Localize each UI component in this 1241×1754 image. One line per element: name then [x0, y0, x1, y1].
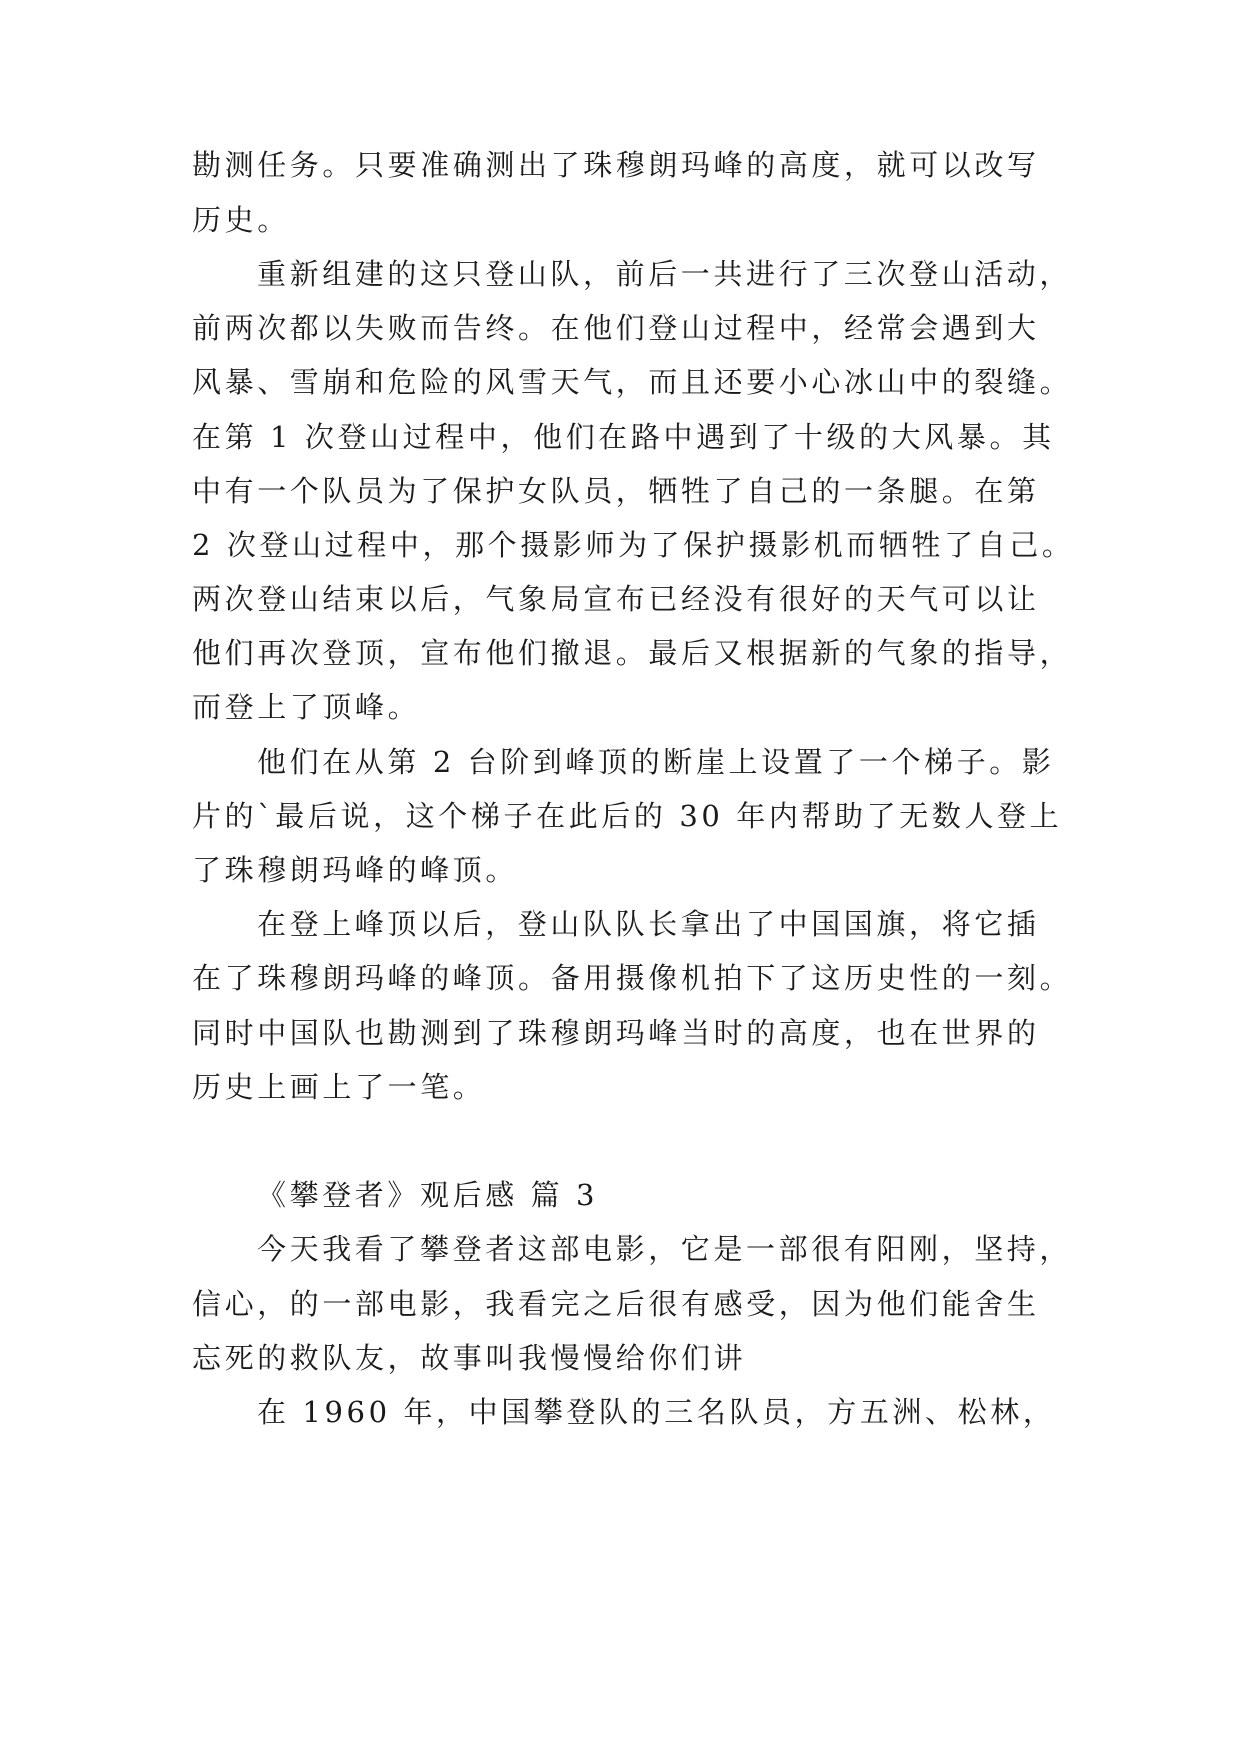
text-line: 重新组建的这只登山队，前后一共进行了三次登山活动，	[257, 257, 1073, 291]
text-line: 风暴、雪崩和危险的风雪天气，而且还要小心冰山中的裂缝。	[192, 365, 1073, 399]
text-line: 在了珠穆朗玛峰的峰顶。备用摄像机拍下了这历史性的一刻。	[192, 961, 1073, 995]
text-line: 在 1960 年，中国攀登队的三名队员，方五洲、松林，	[257, 1395, 1056, 1429]
section-heading: 《攀登者》观后感 篇 3	[257, 1178, 599, 1212]
text-line: 片的`最后说，这个梯子在此后的 30 年内帮助了无数人登上	[192, 799, 1063, 833]
text-line: 今天我看了攀登者这部电影，它是一部很有阳刚，坚持，	[257, 1232, 1073, 1266]
text-line: 他们在从第 2 台阶到峰顶的断崖上设置了一个梯子。影	[257, 745, 1055, 779]
text-line: 前两次都以失败而告终。在他们登山过程中，经常会遇到大	[192, 311, 1040, 345]
text-line: 同时中国队也勘测到了珠穆朗玛峰当时的高度，也在世界的	[192, 1016, 1040, 1050]
text-line: 他们再次登顶，宣布他们撤退。最后又根据新的气象的指导，	[192, 636, 1073, 670]
text-line: 信心，的一部电影，我看完之后很有感受，因为他们能舍生	[192, 1287, 1040, 1321]
text-line: 了珠穆朗玛峰的峰顶。	[192, 853, 519, 887]
text-line: 历史。	[192, 203, 290, 237]
text-line: 2 次登山过程中，那个摄影师为了保护摄影机而牺牲了自己。	[192, 528, 1075, 562]
text-line: 忘死的救队友，故事叫我慢慢给你们讲	[192, 1341, 747, 1375]
text-line: 中有一个队员为了保护女队员，牺牲了自己的一条腿。在第	[192, 474, 1040, 508]
text-line: 在第 1 次登山过程中，他们在路中遇到了十级的大风暴。其	[192, 420, 1055, 454]
text-line: 勘测任务。只要准确测出了珠穆朗玛峰的高度，就可以改写	[192, 148, 1040, 182]
text-line: 在登上峰顶以后，登山队队长拿出了中国国旗，将它插	[257, 907, 1040, 941]
text-line: 历史上画上了一笔。	[192, 1070, 486, 1104]
text-line: 两次登山结束以后，气象局宣布已经没有很好的天气可以让	[192, 582, 1040, 616]
text-line: 而登上了顶峰。	[192, 690, 421, 724]
